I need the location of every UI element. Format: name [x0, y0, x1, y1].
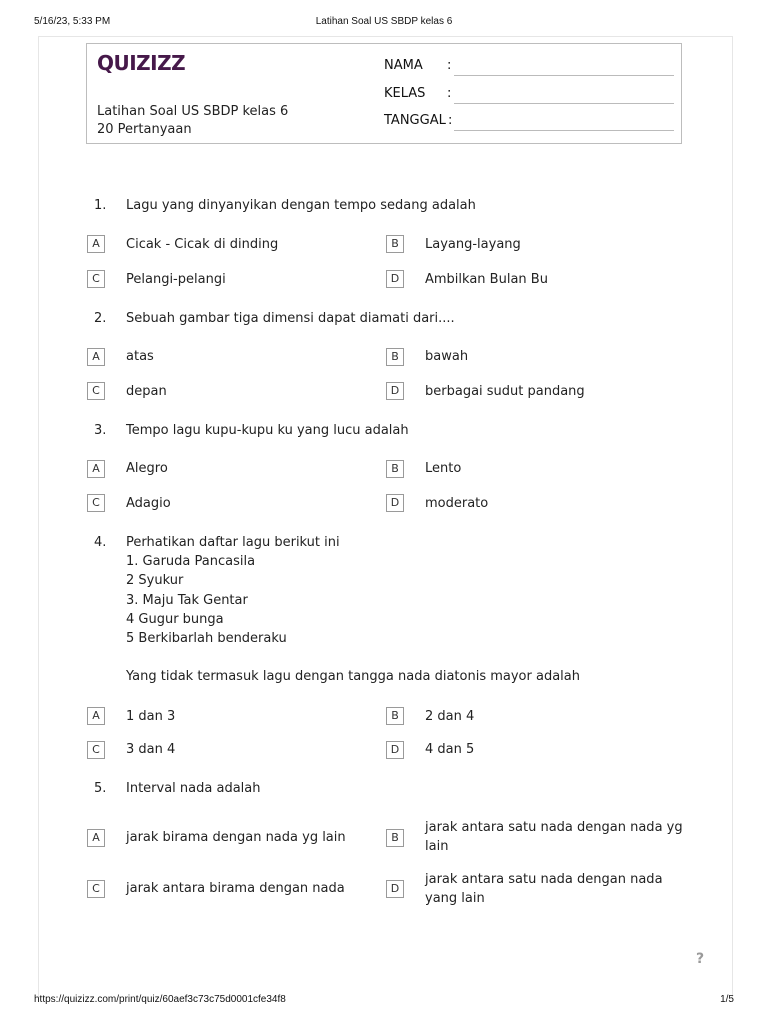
help-icon[interactable]: ?	[696, 951, 705, 967]
option-text: depan	[126, 384, 167, 399]
nama-field	[384, 58, 674, 78]
option-letter: C	[87, 880, 105, 898]
question-text: Sebuah gambar tiga dimensi dapat diamati dari....	[126, 311, 455, 326]
print-header	[34, 16, 734, 30]
fill-line	[454, 103, 674, 104]
quiz-title: Latihan Soal US SBDP kelas 6	[97, 104, 289, 119]
option-letter: C	[87, 382, 105, 400]
option-letter: A	[87, 348, 105, 366]
question-line: 3. Maju Tak Gentar	[126, 592, 248, 608]
field-colon: :	[447, 86, 452, 101]
question-line: 1. Garuda Pancasila	[126, 554, 256, 570]
field-colon: :	[448, 113, 453, 128]
option-text: Layang-layang	[425, 237, 521, 252]
option-text: bawah	[425, 349, 469, 364]
option-text: jarak antara satu nada dengan nada yang lain	[425, 872, 663, 906]
question-text: Interval nada adalah	[126, 781, 261, 796]
option-text: 3 dan 4	[126, 742, 176, 757]
option-text: Adagio	[126, 496, 171, 511]
option-letter: D	[386, 270, 404, 288]
option-letter: D	[386, 880, 404, 898]
option-letter: B	[386, 829, 404, 847]
print-datetime: 5/16/23, 5:33 PM	[34, 16, 111, 27]
option-text: Lento	[425, 461, 462, 476]
question-line: 2 Syukur	[126, 573, 184, 589]
question-text-block	[126, 533, 666, 648]
option-letter: A	[87, 829, 105, 847]
question-line: Perhatikan daftar lagu berikut ini	[126, 535, 340, 550]
question-number: 2.	[94, 311, 107, 326]
option-letter: D	[386, 494, 404, 512]
option-letter: B	[386, 348, 404, 366]
question-number: 4.	[94, 535, 107, 550]
field-label: TANGGAL	[384, 113, 446, 128]
question-text: Lagu yang dinyanyikan dengan tempo sedang adalah	[126, 198, 476, 213]
tanggal-field	[384, 113, 674, 133]
question-text: Tempo lagu kupu-kupu ku yang lucu adalah	[126, 423, 409, 438]
option-letter: A	[87, 707, 105, 725]
option-text: 2 dan 4	[425, 709, 475, 724]
option-letter: A	[87, 235, 105, 253]
option-letter: D	[386, 741, 404, 759]
option-text: jarak antara birama dengan nada	[126, 881, 345, 896]
option-letter: D	[386, 382, 404, 400]
option-letter: C	[87, 494, 105, 512]
logo-wordmark: QUIZIZZ	[97, 51, 186, 75]
option-letter: C	[87, 270, 105, 288]
option-letter: C	[87, 741, 105, 759]
field-colon: :	[447, 58, 452, 73]
quiz-header-box	[86, 43, 682, 144]
kelas-field	[384, 86, 674, 106]
question-line: 4 Gugur bunga	[126, 611, 224, 627]
option-text: berbagai sudut pandang	[425, 384, 585, 399]
option-text: Alegro	[126, 461, 168, 476]
option-letter: B	[386, 707, 404, 725]
question-text: Yang tidak termasuk lagu dengan tangga nada diatonis mayor adalah	[126, 669, 580, 684]
question-number: 3.	[94, 423, 107, 438]
question-number: 5.	[94, 781, 107, 796]
fill-line	[454, 130, 674, 131]
question-count: 20 Pertanyaan	[97, 122, 192, 137]
option-text: jarak antara satu nada dengan nada yg lain	[425, 820, 683, 854]
option-text: atas	[126, 349, 154, 364]
option-text: 1 dan 3	[126, 709, 176, 724]
print-url: https://quizizz.com/print/quiz/60aef3c73c75d0001cfe34f8	[34, 994, 286, 1005]
page-number: 1/5	[720, 994, 734, 1005]
question-number: 1.	[94, 198, 107, 213]
fill-line	[454, 75, 674, 76]
option-letter: B	[386, 235, 404, 253]
option-text: 4 dan 5	[425, 742, 475, 757]
field-label: KELAS	[384, 86, 426, 101]
option-text: Cicak - Cicak di dinding	[126, 237, 279, 252]
quizizz-logo	[97, 51, 186, 75]
option-text: jarak birama dengan nada yg lain	[126, 830, 346, 845]
print-footer	[34, 994, 734, 1008]
option-text: moderato	[425, 496, 489, 511]
print-doc-title: Latihan Soal US SBDP kelas 6	[315, 16, 453, 27]
field-label: NAMA	[384, 58, 423, 73]
option-text: Ambilkan Bulan Bu	[425, 272, 548, 287]
question-line: 5 Berkibarlah benderaku	[126, 631, 287, 647]
option-text: Pelangi-pelangi	[126, 272, 226, 287]
option-letter: A	[87, 460, 105, 478]
option-letter: B	[386, 460, 404, 478]
